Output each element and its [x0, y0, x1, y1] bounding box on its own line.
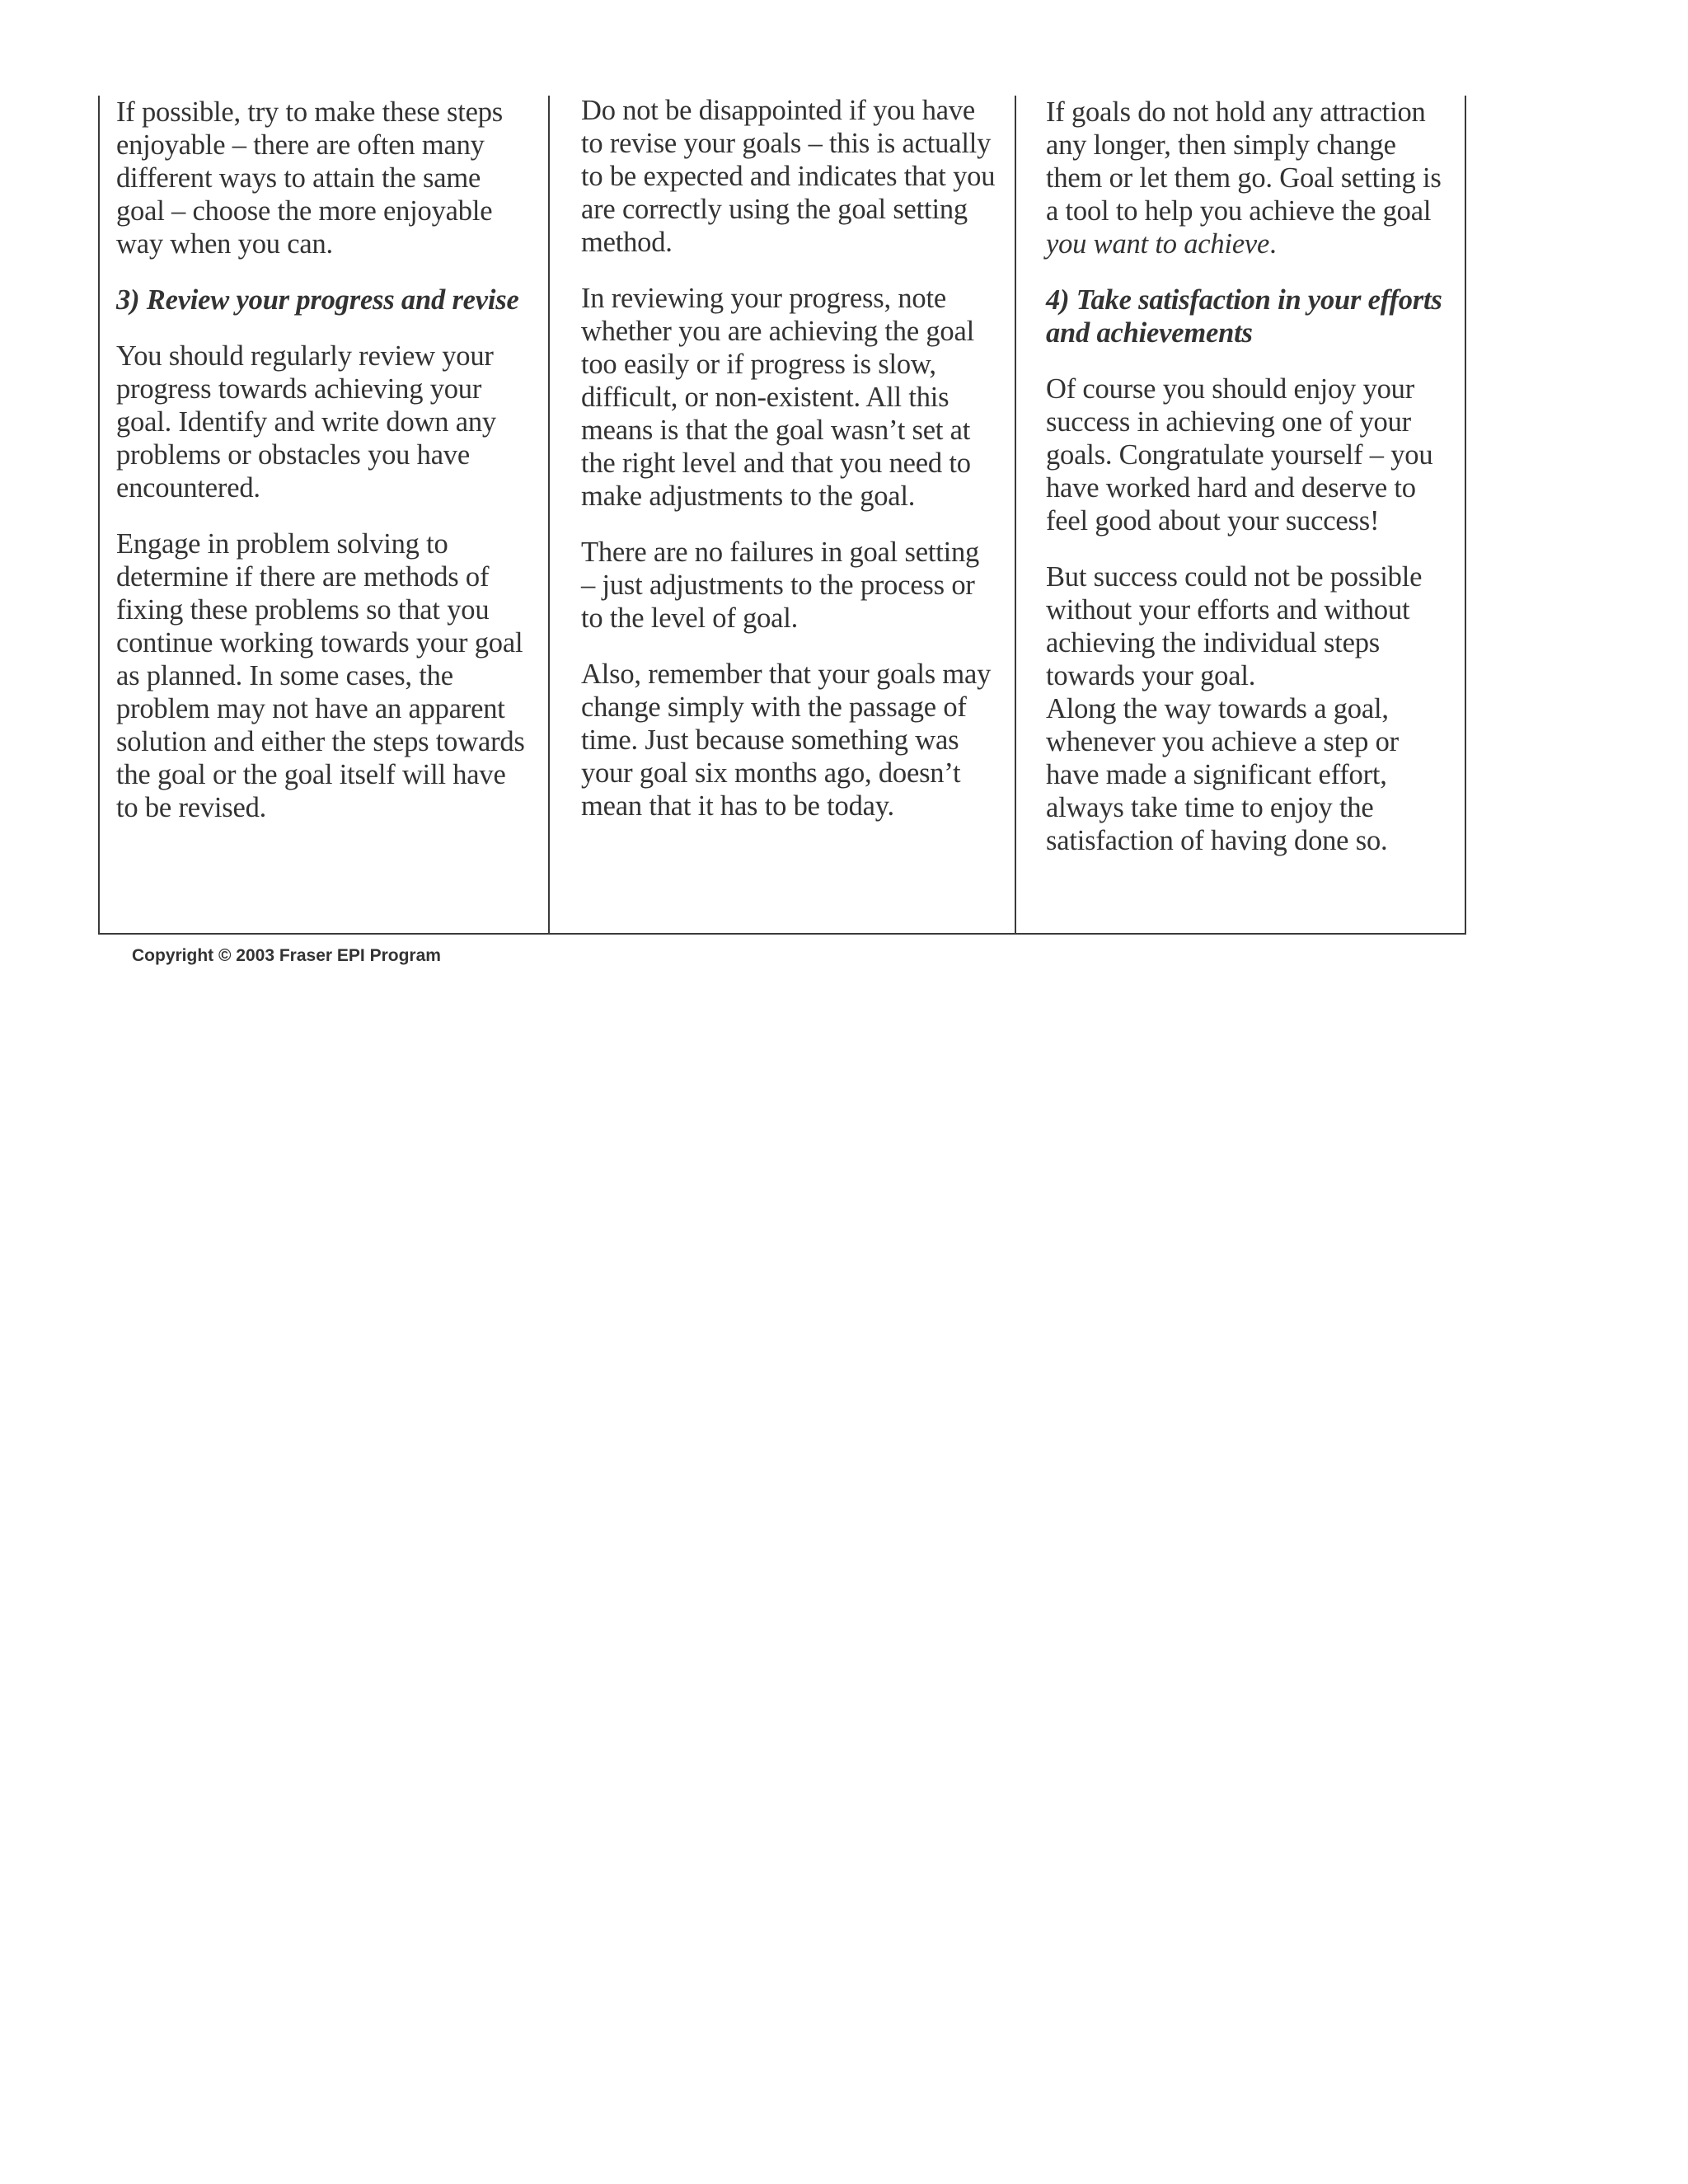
paragraph-regularly-review: You should regularly review your progress towards achieving your goal. Identify and write down any problems or obstacles you have encountered. — [116, 340, 496, 504]
paragraph-success-efforts: But success could not be possible without your efforts and without achieving the individual steps towards your goal. — [1046, 561, 1423, 691]
paragraph-reviewing-progress: In reviewing your progress, note whether you are achieving the goal too easily or if progress is slow, difficult, or non-existent. All this means is that the goal wasn’t set at the right level and that you need to make adjustments to the goal. — [581, 283, 974, 512]
paragraph-along-the-way: Along the way towards a goal, whenever you achieve a step or have made a significant effort, always take time to enjoy the satisfaction of having done so. — [1046, 693, 1399, 856]
paragraph-change-goals-end: . — [1269, 228, 1277, 260]
heading-take-satisfaction: 4) Take satisfaction in your efforts and achievements — [1046, 284, 1442, 349]
paragraph-goals-change: Also, remember that your goals may change simply with the passage of time. Just because something was your goal six months ago, doesn’t mean that it has to be today. — [581, 658, 992, 822]
copyright-notice: Copyright © 2003 Fraser EPI Program — [132, 946, 441, 965]
paragraph-problem-solving: Engage in problem solving to determine if there are methods of fixing these problems so that you continue working towards your goal as planned. In some cases, the problem may not have an apparent solution and either the steps towards the goal or the goal itself will have to be revised. — [116, 528, 525, 823]
column-3-content — [1046, 96, 1458, 880]
paragraph-enjoyable-steps: If possible, try to make these steps enjoyable – there are often many different ways to attain the same goal – choose the more enjoyable way when you can. — [116, 96, 503, 260]
column-1 — [100, 96, 550, 933]
paragraph-not-disappointed: Do not be disappointed if you have to revise your goals – this is actually to be expected and indicates that you are correctly using the goal setting method. — [581, 95, 996, 258]
column-1-content — [116, 96, 533, 847]
paragraph-change-goals-text: If goals do not hold any attraction any longer, then simply change them or let them go. Goal setting is a tool to help you achieve the goal — [1046, 96, 1442, 227]
paragraph-enjoy-success: Of course you should enjoy your success in achieving one of your goals. Congratulate yourself – you have worked hard and deserve to feel good about your success! — [1046, 373, 1433, 537]
column-2 — [550, 96, 1016, 933]
column-3 — [1016, 96, 1466, 933]
paragraph-change-goals — [1046, 96, 1458, 260]
paragraph-no-failures: There are no failures in goal setting – just adjustments to the process or to the level of goal. — [581, 537, 980, 634]
column-2-content — [581, 94, 998, 846]
paragraph-change-goals-italic: you want to achieve — [1046, 228, 1270, 260]
three-column-box — [98, 96, 1466, 935]
heading-review-progress: 3) Review your progress and revise — [116, 284, 519, 316]
